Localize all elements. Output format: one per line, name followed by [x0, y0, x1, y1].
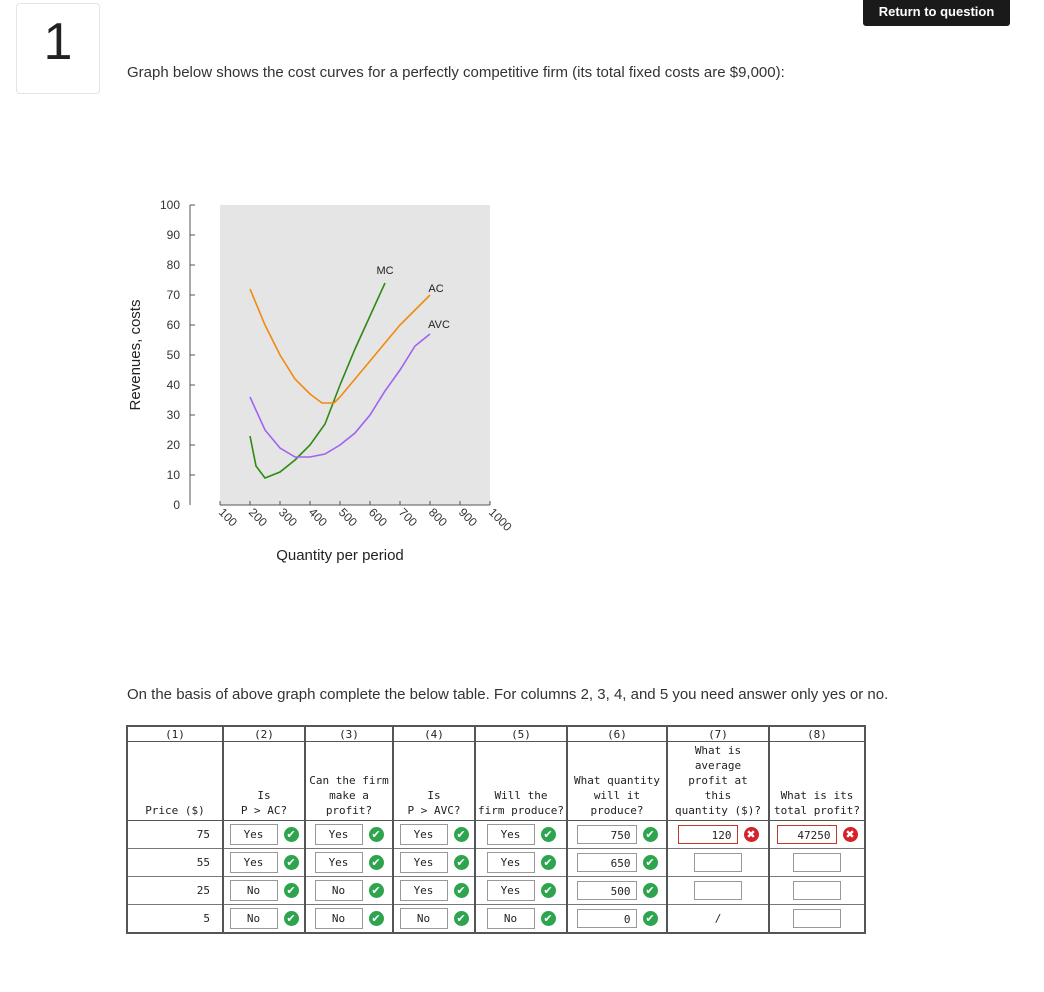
- total-profit-answer[interactable]: 47250: [777, 825, 837, 844]
- check-icon: ✔: [643, 883, 658, 898]
- y-tick-label: 20: [166, 438, 180, 452]
- price-cell: 55: [127, 849, 223, 877]
- header-quantity: What quantity will it produce?: [567, 742, 667, 821]
- p-ac-answer[interactable]: No: [230, 908, 278, 929]
- quantity-answer[interactable]: 750: [577, 825, 637, 844]
- total-profit-input[interactable]: [793, 909, 841, 928]
- table-row: [127, 905, 865, 934]
- return-to-question-button[interactable]: Return to question: [863, 0, 1010, 26]
- y-tick-label: 0: [173, 498, 180, 512]
- check-icon: ✔: [454, 911, 469, 926]
- header-produce: Will the firm produce?: [475, 742, 567, 821]
- y-tick-label: 30: [166, 408, 180, 422]
- header-p-avc: Is P > AVC?: [393, 742, 475, 821]
- y-tick-label: 90: [166, 228, 180, 242]
- total-profit-input[interactable]: [793, 881, 841, 900]
- x-tick-label: 300: [275, 505, 300, 530]
- avg-profit-answer[interactable]: 120: [678, 825, 738, 844]
- question-number: 1: [43, 13, 73, 71]
- y-tick-label: 80: [166, 258, 180, 272]
- check-icon: ✔: [369, 855, 384, 870]
- p-avc-answer[interactable]: Yes: [400, 852, 448, 873]
- x-tick-label: 800: [425, 505, 450, 530]
- cost-curves-chart: [120, 190, 540, 580]
- col-number-3: (3): [305, 726, 393, 742]
- plot-area: [220, 205, 490, 505]
- check-icon: ✔: [454, 883, 469, 898]
- check-icon: ✔: [541, 911, 556, 926]
- x-axis-label: Quantity per period: [276, 547, 404, 564]
- p-ac-answer[interactable]: Yes: [230, 852, 278, 873]
- profit-answer[interactable]: Yes: [315, 852, 363, 873]
- y-tick-label: 100: [159, 198, 180, 212]
- price-cell: 5: [127, 905, 223, 934]
- ac-label: AC: [428, 283, 444, 295]
- check-icon: ✔: [369, 827, 384, 842]
- header-avg-profit: What is average profit at this quantity ($)?: [667, 742, 769, 821]
- table-row: [127, 849, 865, 877]
- y-axis-label: Revenues, costs: [127, 299, 144, 411]
- price-cell: 75: [127, 821, 223, 849]
- check-icon: ✔: [284, 911, 299, 926]
- avc-label: AVC: [428, 319, 450, 331]
- p-avc-answer[interactable]: Yes: [400, 824, 448, 845]
- col-number-2: (2): [223, 726, 305, 742]
- p-ac-answer[interactable]: No: [230, 880, 278, 901]
- check-icon: ✔: [541, 855, 556, 870]
- col-number-7: (7): [667, 726, 769, 742]
- p-ac-answer[interactable]: Yes: [230, 824, 278, 845]
- profit-answer[interactable]: Yes: [315, 824, 363, 845]
- instructions-text: On the basis of above graph complete the below table. For columns 2, 3, 4, and 5 you need answer only yes or no.: [127, 686, 889, 703]
- check-icon: ✔: [284, 855, 299, 870]
- question-number-box: [16, 3, 100, 94]
- intro-text: Graph below shows the cost curves for a perfectly competitive firm (its total fixed costs are $9,000):: [127, 64, 785, 81]
- produce-answer[interactable]: Yes: [487, 852, 535, 873]
- profit-answer[interactable]: No: [315, 880, 363, 901]
- p-avc-answer[interactable]: Yes: [400, 880, 448, 901]
- quantity-answer[interactable]: 0: [577, 909, 637, 928]
- x-tick-label: 600: [365, 505, 390, 530]
- check-icon: ✔: [284, 827, 299, 842]
- x-tick-label: 900: [455, 505, 480, 530]
- x-tick-label: 500: [335, 505, 360, 530]
- x-tick-label: 200: [245, 505, 270, 530]
- table-row: [127, 877, 865, 905]
- quantity-answer[interactable]: 650: [577, 853, 637, 872]
- check-icon: ✔: [369, 883, 384, 898]
- x-tick-label: 400: [305, 505, 330, 530]
- y-tick-label: 70: [166, 288, 180, 302]
- col-number-1: (1): [127, 726, 223, 742]
- avg-profit-slash: /: [714, 912, 722, 925]
- col-number-4: (4): [393, 726, 475, 742]
- quantity-answer[interactable]: 500: [577, 881, 637, 900]
- col-number-6: (6): [567, 726, 667, 742]
- y-tick-label: 50: [166, 348, 180, 362]
- x-tick-label: 100: [215, 505, 240, 530]
- check-icon: ✔: [643, 911, 658, 926]
- price-cell: 25: [127, 877, 223, 905]
- table-row: [127, 821, 865, 849]
- check-icon: ✔: [541, 883, 556, 898]
- x-tick-label: 700: [395, 505, 420, 530]
- y-tick-label: 10: [166, 468, 180, 482]
- y-tick-label: 60: [166, 318, 180, 332]
- x-tick-label: 1000: [485, 505, 515, 535]
- p-avc-answer[interactable]: No: [400, 908, 448, 929]
- check-icon: ✔: [284, 883, 299, 898]
- produce-answer[interactable]: Yes: [487, 824, 535, 845]
- answer-table: [126, 725, 866, 934]
- check-icon: ✔: [454, 855, 469, 870]
- produce-answer[interactable]: Yes: [487, 880, 535, 901]
- profit-answer[interactable]: No: [315, 908, 363, 929]
- check-icon: ✔: [643, 855, 658, 870]
- y-tick-label: 40: [166, 378, 180, 392]
- avg-profit-input[interactable]: [694, 881, 742, 900]
- x-icon: ✖: [744, 827, 759, 842]
- check-icon: ✔: [541, 827, 556, 842]
- header-price: Price ($): [127, 742, 223, 821]
- check-icon: ✔: [643, 827, 658, 842]
- total-profit-input[interactable]: [793, 853, 841, 872]
- col-number-5: (5): [475, 726, 567, 742]
- header-total-profit: What is its total profit?: [769, 742, 865, 821]
- col-number-8: (8): [769, 726, 865, 742]
- mc-label: MC: [376, 265, 394, 277]
- check-icon: ✔: [454, 827, 469, 842]
- x-icon: ✖: [843, 827, 858, 842]
- header-p-ac: Is P > AC?: [223, 742, 305, 821]
- produce-answer[interactable]: No: [487, 908, 535, 929]
- header-profit: Can the firm make a profit?: [305, 742, 393, 821]
- check-icon: ✔: [369, 911, 384, 926]
- avg-profit-input[interactable]: [694, 853, 742, 872]
